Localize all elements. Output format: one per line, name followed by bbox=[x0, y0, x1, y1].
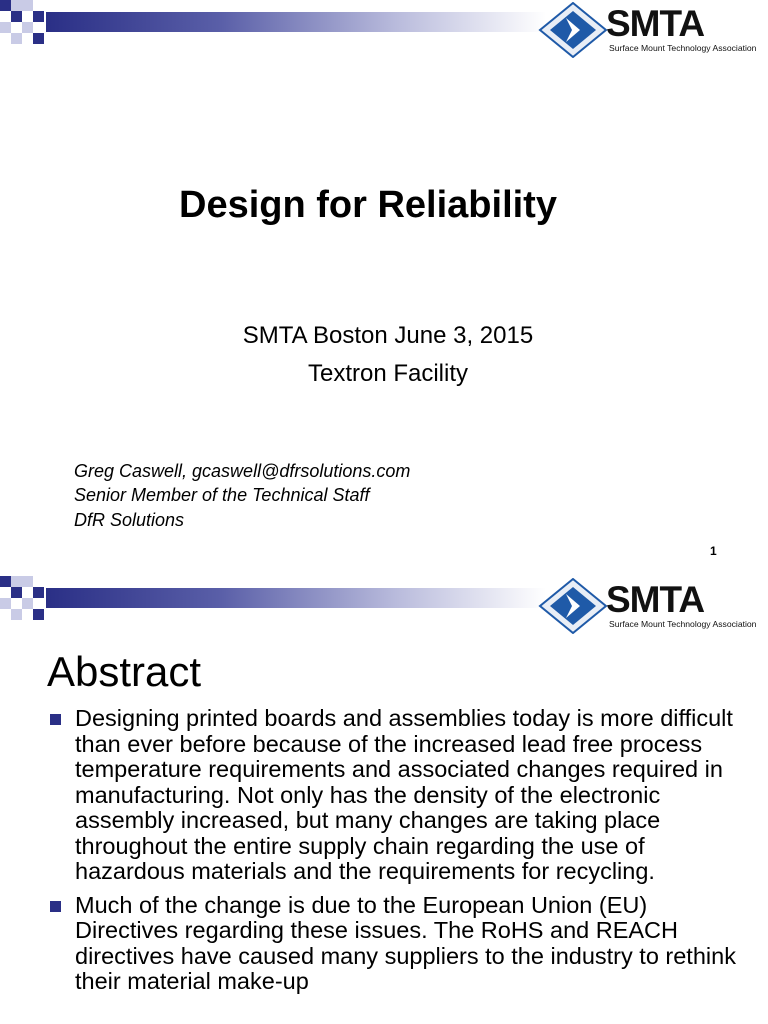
smta-diamond-icon bbox=[538, 2, 608, 58]
smta-logo bbox=[538, 2, 768, 58]
header-square bbox=[33, 609, 44, 620]
bullet-item bbox=[47, 893, 747, 995]
author-role: Senior Member of the Technical Staff bbox=[74, 485, 370, 505]
smta-logo-text: SMTA bbox=[606, 579, 705, 620]
venue-line: Textron Facility bbox=[307, 360, 469, 387]
bullet-text: Much of the change is due to the European Union (EU) Directives regarding these issues. The RoHS and REACH directives have caused many suppliers to the industry to rethink their material make-up bbox=[75, 891, 736, 994]
header-square bbox=[11, 576, 22, 587]
slide-2 bbox=[0, 576, 768, 1024]
bullet-list bbox=[47, 706, 747, 1003]
header-square bbox=[11, 33, 22, 44]
slide-title: Abstract bbox=[47, 648, 202, 695]
bullet-item bbox=[47, 706, 747, 885]
header-square bbox=[22, 22, 33, 33]
header-square bbox=[33, 587, 44, 598]
header-square bbox=[0, 598, 11, 609]
smta-logo-tagline: Surface Mount Technology Association bbox=[609, 43, 757, 53]
bullet-text: Designing printed boards and assemblies today is more difficult than ever before because of the increased lead free process temperature requirements and associated changes required in manufacturing. Not only has the density of the electronic assembly increased, but many changes are taking place throughout the entire supply chain regarding the use of hazardous materials and the requirements for recycling. bbox=[75, 705, 733, 884]
square-bullet-icon bbox=[50, 714, 61, 725]
page-number: 1 bbox=[710, 544, 717, 558]
header-square bbox=[11, 11, 22, 22]
header-square bbox=[11, 609, 22, 620]
header-square bbox=[33, 11, 44, 22]
author-line: Greg Caswell, gcaswell@dfrsolutions.com bbox=[74, 461, 411, 481]
smta-logo-text: SMTA bbox=[606, 3, 705, 44]
smta-logo bbox=[538, 578, 768, 634]
header-square bbox=[0, 0, 11, 11]
header-square bbox=[22, 0, 33, 11]
header-square bbox=[0, 576, 11, 587]
header-square bbox=[22, 576, 33, 587]
slide-header bbox=[0, 576, 768, 634]
header-square bbox=[22, 598, 33, 609]
author-company: DfR Solutions bbox=[74, 510, 185, 530]
smta-logo-tagline: Surface Mount Technology Association bbox=[609, 619, 757, 629]
slide-header bbox=[0, 0, 768, 58]
header-square bbox=[0, 22, 11, 33]
slide-title: Design for Reliability bbox=[179, 184, 557, 226]
header-gradient-bar bbox=[46, 588, 546, 608]
smta-diamond-icon bbox=[538, 578, 608, 634]
header-square bbox=[11, 0, 22, 11]
event-line: SMTA Boston June 3, 2015 bbox=[242, 322, 534, 349]
square-bullet-icon bbox=[50, 901, 61, 912]
header-square bbox=[33, 33, 44, 44]
header-square bbox=[11, 587, 22, 598]
header-gradient-bar bbox=[46, 12, 546, 32]
